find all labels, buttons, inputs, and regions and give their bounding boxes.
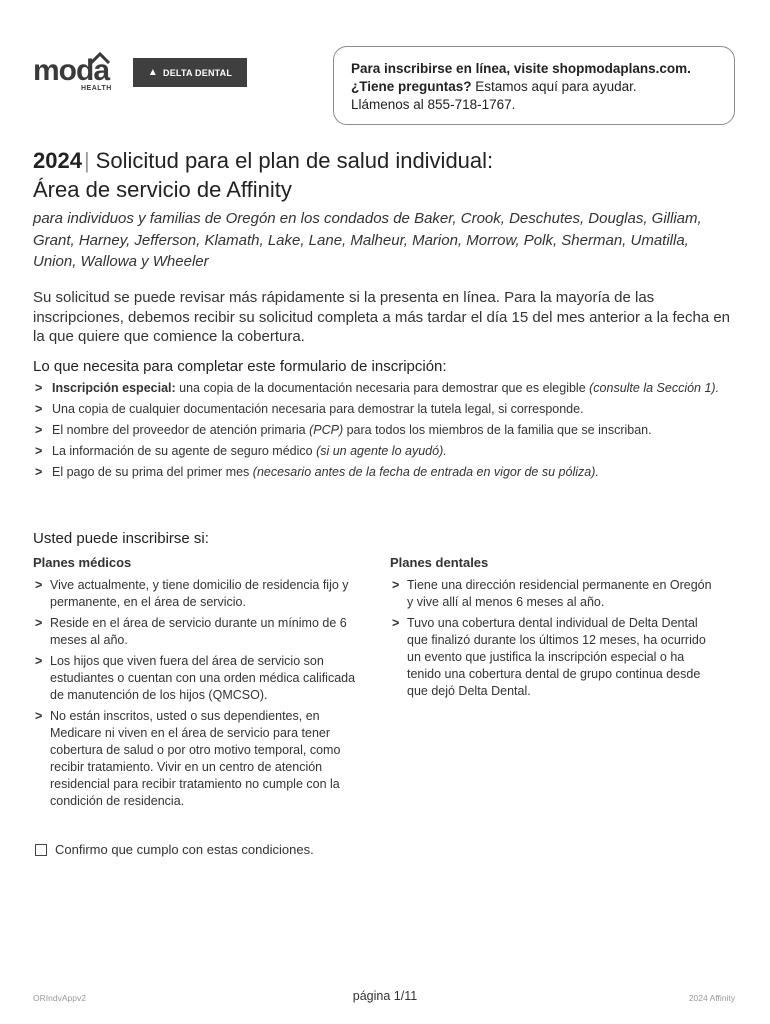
delta-triangle-icon: ▲	[147, 67, 159, 78]
list-item: > El nombre del proveedor de atención primaria (PCP) para todos los miembros de la familia que se inscriban.	[33, 422, 733, 439]
list-item: > La información de su agente de seguro médico (si un agente lo ayudó).	[33, 443, 733, 460]
medical-plans-list	[33, 577, 371, 810]
moda-health-logo	[33, 52, 115, 94]
footer-plan-label: 2024 Affinity	[688, 993, 735, 1003]
confirm-checkbox[interactable]	[35, 844, 47, 856]
page-number: página 1/11	[352, 989, 418, 1003]
list-item: > Tuvo una cobertura dental individual de Delta Dental que finalizó durante los últimos 12 meses, ha ocurrido un evento que justifica la inscripción especial o ha tenido una cobertura dental de grupo continua desde que dejó Delta Dental.	[390, 615, 715, 700]
moda-wordmark: moda	[33, 54, 110, 87]
counties-subtitle: para individuos y familias de Oregón en los condados de Baker, Crook, Deschutes, Douglas, Gilliam, Grant, Harney, Jefferson, Klamath, Lake, Lane, Malheur, Marion, Morrow, Polk, Sherman, Umatilla, Union, Wallowa y Wheeler	[33, 210, 702, 270]
medical-plans-column	[33, 554, 371, 814]
title-line-1: Solicitud para el plan de salud individual:	[95, 148, 494, 173]
delta-dental-label: DELTA DENTAL	[163, 67, 233, 78]
eligibility-heading: Usted puede inscribirse si:	[33, 530, 209, 547]
list-item: > Inscripción especial: una copia de la documentación necesaria para demostrar que es elegible (consulte la Sección 1).	[33, 380, 733, 397]
medical-plans-heading: Planes médicos	[33, 555, 132, 570]
list-item: > No están inscritos, usted o sus dependientes, en Medicare ni viven en el área de servicio para tener cobertura de salud o por otro motivo temporal, como recibir tratamiento. Vivir en un centro de atención residencial para recibir tratamiento no cumple con la condición de residencia.	[33, 708, 371, 810]
title-year: 2024	[33, 148, 82, 173]
confirm-label: Confirmo que cumplo con estas condiciones.	[55, 842, 314, 857]
online-enroll-text: Para inscribirse en línea, visite shopmodaplans.com.	[351, 61, 691, 76]
title-divider: |	[83, 148, 90, 173]
dental-plans-list	[390, 577, 715, 700]
delta-dental-logo	[133, 58, 247, 87]
list-item: > Los hijos que viven fuera del área de servicio son estudiantes o cuentan con una orden médica calificada de manutención de los hijos (QMCSO).	[33, 653, 371, 704]
page-title	[33, 146, 493, 204]
confirm-conditions[interactable]	[33, 842, 314, 857]
list-item: > Una copia de cualquier documentación necesaria para demostrar la tutela legal, si corresponde.	[33, 401, 733, 418]
title-line-2: Área de servicio de Affinity	[33, 177, 292, 202]
questions-text: ¿Tiene preguntas? Estamos aquí para ayudar.	[351, 79, 637, 94]
dental-plans-column	[390, 554, 715, 704]
phone-text: Llámenos al 855-718-1767.	[351, 97, 516, 112]
intro-paragraph: Su solicitud se puede revisar más rápidamente si la presenta en línea. Para la mayoría de las inscripciones, debemos recibir su solicitud completa a más tardar el día 15 del mes anterior a la fecha en la que quiere que comience la cobertura.	[33, 289, 731, 345]
list-item: > Reside en el área de servicio durante un mínimo de 6 meses al año.	[33, 615, 371, 649]
needs-heading: Lo que necesita para completar este formulario de inscripción:	[33, 358, 447, 375]
form-code: ORIndvAppv2	[33, 993, 86, 1003]
moda-health-label: HEALTH	[81, 85, 112, 92]
list-item: > Tiene una dirección residencial permanente en Oregón y vive allí al menos 6 meses al año.	[390, 577, 715, 611]
list-item: > El pago de su prima del primer mes (necesario antes de la fecha de entrada en vigor de su póliza).	[33, 464, 733, 481]
dental-plans-heading: Planes dentales	[390, 555, 489, 570]
contact-box	[333, 46, 735, 125]
needs-list	[33, 380, 733, 485]
list-item: > Vive actualmente, y tiene domicilio de residencia fijo y permanente, en el área de servicio.	[33, 577, 371, 611]
